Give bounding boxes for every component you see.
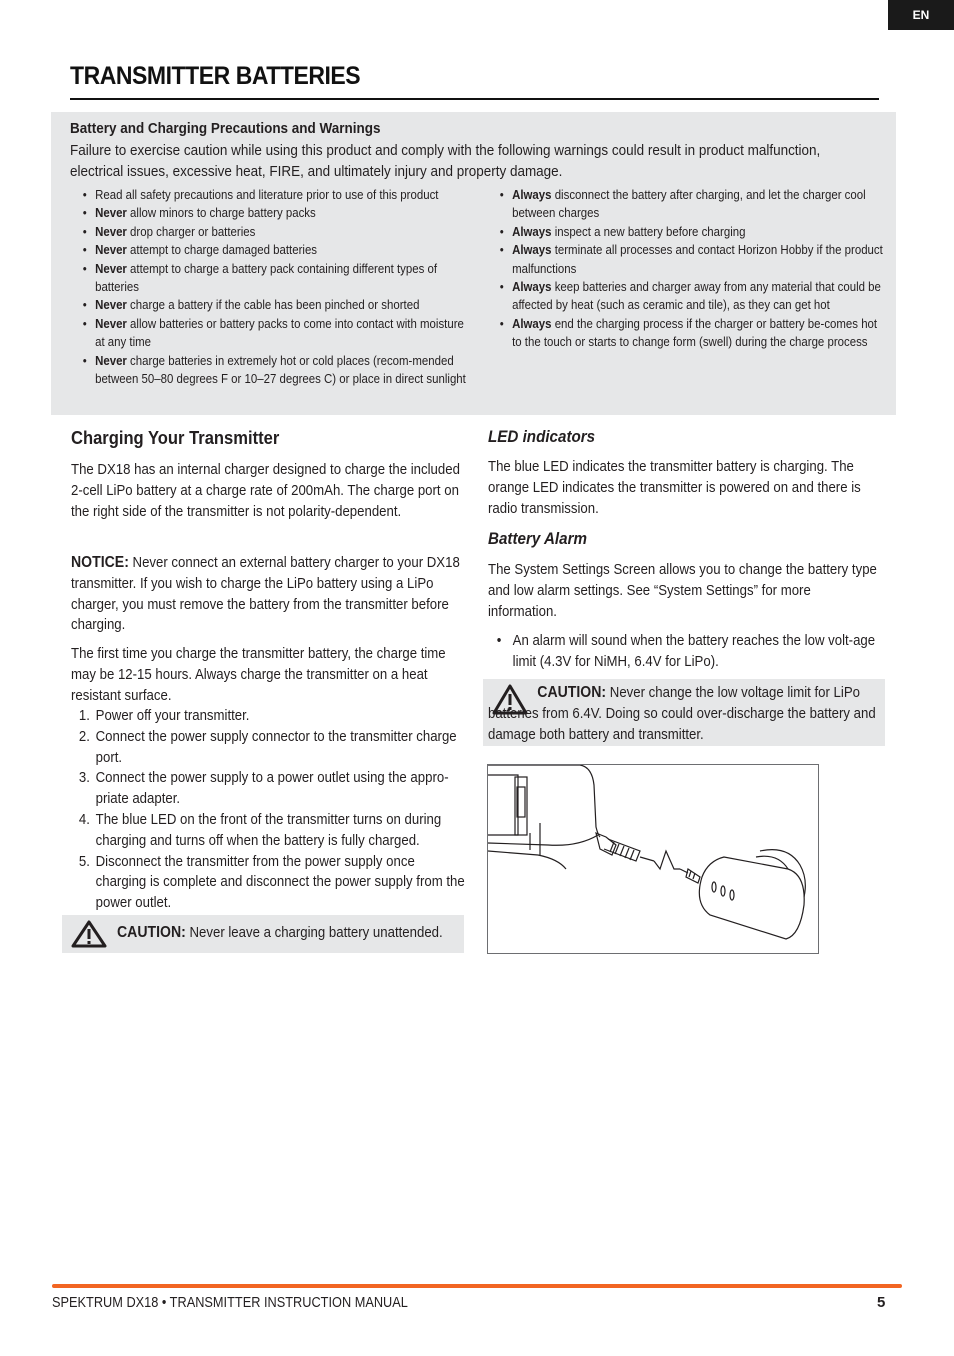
charging-heading: Charging Your Transmitter xyxy=(71,428,280,448)
footer-divider xyxy=(52,1284,902,1288)
charging-steps xyxy=(71,706,466,914)
warning-text: end the charging process if the charger or battery be-comes hot to the touch or starts to change form (swell) during the charge process xyxy=(512,315,878,350)
warning-keyword: Never xyxy=(95,297,127,313)
page-title: TRANSMITTER BATTERIES xyxy=(70,62,361,90)
list-item xyxy=(498,223,885,241)
warning-text: allow minors to charge battery packs xyxy=(126,205,316,221)
language-tab[interactable]: EN xyxy=(888,0,954,30)
list-item xyxy=(498,315,885,352)
warning-keyword: Always xyxy=(512,242,552,258)
warning-text: charge batteries in extremely hot or cold places (recom-mended between 50–80 degrees F or 10–27 degrees C) or place in direct sunlight xyxy=(95,352,466,387)
alarm-bullets xyxy=(488,631,883,673)
warning-text: allow batteries or battery packs to come into contact with moisture at any time xyxy=(95,315,464,350)
list-item xyxy=(81,260,468,297)
title-divider xyxy=(70,98,879,100)
step-number: 1. xyxy=(78,707,90,724)
warnings-list-left xyxy=(81,186,521,388)
list-item xyxy=(81,186,468,204)
warnings-list-right xyxy=(498,186,938,352)
warning-text: drop charger or batteries xyxy=(126,223,256,239)
warning-keyword: Always xyxy=(512,315,552,331)
charger-illustration xyxy=(487,764,819,954)
step-number: 5. xyxy=(78,852,90,870)
notice-text: Never connect an external battery charger to your DX18 transmitter. If you wish to charge the LiPo battery using a LiPo charger, you must remove the battery from the transmitter before charging. xyxy=(71,554,460,634)
list-item xyxy=(81,241,468,259)
list-item xyxy=(498,186,885,223)
warnings-intro: Failure to exercise caution while using this product and comply with the following warnings could result in product malfunction, electrical issues, excessive heat, FIRE, and ultimately injury and property damage. xyxy=(70,143,821,180)
charger-drawing xyxy=(488,765,819,954)
warning-triangle-icon xyxy=(71,920,107,948)
warning-keyword: Never xyxy=(95,315,127,331)
step-text: Disconnect the transmitter from the power supply once charging is complete and disconnect the power supply from the power outlet. xyxy=(95,852,465,912)
caution-unattended-text xyxy=(117,924,443,942)
warning-keyword: Never xyxy=(95,260,127,276)
caution-unattended xyxy=(62,915,464,953)
warnings-box xyxy=(51,112,896,415)
list-item xyxy=(81,223,468,241)
caution-label: CAUTION: xyxy=(117,924,186,941)
caution-label: CAUTION: xyxy=(537,684,607,701)
warning-keyword: Always xyxy=(512,187,552,202)
warning-text: keep batteries and charger away from any material that could be affected by heat (such as ceramic and tile), as they can get hot xyxy=(512,279,881,313)
step-number: 4. xyxy=(78,810,90,828)
warning-keyword: Never xyxy=(95,352,127,368)
step-text: The blue LED on the front of the transmitter turns on during charging and turns off when the battery is fully charged. xyxy=(95,810,442,849)
list-item: • An alarm will sound when the battery reaches the low volt-age limit (4.3V for NiMH, 6.4V for LiPo). xyxy=(488,631,883,673)
led-heading: LED indicators xyxy=(488,428,596,446)
list-item xyxy=(498,241,885,278)
warning-text: attempt to charge damaged batteries xyxy=(126,242,318,258)
warning-text: attempt to charge a battery pack containing different types of batteries xyxy=(95,260,438,295)
list-item xyxy=(81,315,468,352)
list-item xyxy=(71,768,466,810)
caution-text: Never leave a charging battery unattended. xyxy=(185,924,443,941)
caution-text: Never change the low voltage limit for LiPo batteries from 6.4V. Doing so could over-discharge the battery and damage both battery and transmitter. xyxy=(488,684,876,743)
list-item xyxy=(81,352,468,389)
first-charge-paragraph: The first time you charge the transmitter battery, the charge time may be 12-15 hours. Always charge the transmitter on a heat resistant surface. xyxy=(71,645,446,704)
notice-label: NOTICE: xyxy=(71,554,129,571)
warning-keyword: Never xyxy=(95,205,127,221)
charging-intro: The DX18 has an internal charger designed to charge the included 2-cell LiPo battery at a charge rate of 200mAh. The charge port on the right side of the transmitter is not polarity-dependent. xyxy=(71,461,460,520)
list-item xyxy=(498,278,885,315)
list-item xyxy=(71,810,466,852)
step-text: Power off your transmitter. xyxy=(95,707,250,724)
step-number: 3. xyxy=(78,769,90,787)
list-item xyxy=(71,727,466,769)
warning-text: Read all safety precautions and literature prior to use of this product xyxy=(95,187,439,202)
list-item xyxy=(71,706,466,727)
warning-text: disconnect the battery after charging, and let the charger cool between charges xyxy=(512,187,866,221)
caution-low-voltage-text xyxy=(488,682,883,745)
footer-title: SPEKTRUM DX18 • TRANSMITTER INSTRUCTION MANUAL xyxy=(52,1295,408,1311)
warning-keyword: Never xyxy=(95,242,127,258)
warning-keyword: Always xyxy=(512,279,552,295)
step-number: 2. xyxy=(78,727,90,745)
step-text: Connect the power supply connector to the transmitter charge port. xyxy=(95,727,457,766)
alarm-heading: Battery Alarm xyxy=(488,530,588,548)
step-text: Connect the power supply to a power outlet using the appro-priate adapter. xyxy=(95,769,449,808)
list-item xyxy=(81,204,468,222)
warning-text: inspect a new battery before charging xyxy=(551,223,746,239)
page-number: 5 xyxy=(877,1294,886,1311)
led-paragraph: The blue LED indicates the transmitter battery is charging. The orange LED indicates the transmitter is powered on and there is radio transmission. xyxy=(488,458,861,517)
caution-low-voltage xyxy=(483,679,885,746)
list-item xyxy=(81,296,468,314)
notice-paragraph xyxy=(71,553,466,636)
list-item xyxy=(71,852,466,914)
warning-keyword: Never xyxy=(95,223,127,239)
warning-text: charge a battery if the cable has been pinched or shorted xyxy=(126,297,420,313)
warning-text: terminate all processes and contact Horizon Hobby if the product malfunctions xyxy=(512,242,883,276)
alarm-paragraph: The System Settings Screen allows you to change the battery type and low alarm settings. See “System Settings” for more information. xyxy=(488,561,877,620)
warnings-title: Battery and Charging Precautions and Warnings xyxy=(70,121,381,137)
warning-keyword: Always xyxy=(512,223,552,239)
